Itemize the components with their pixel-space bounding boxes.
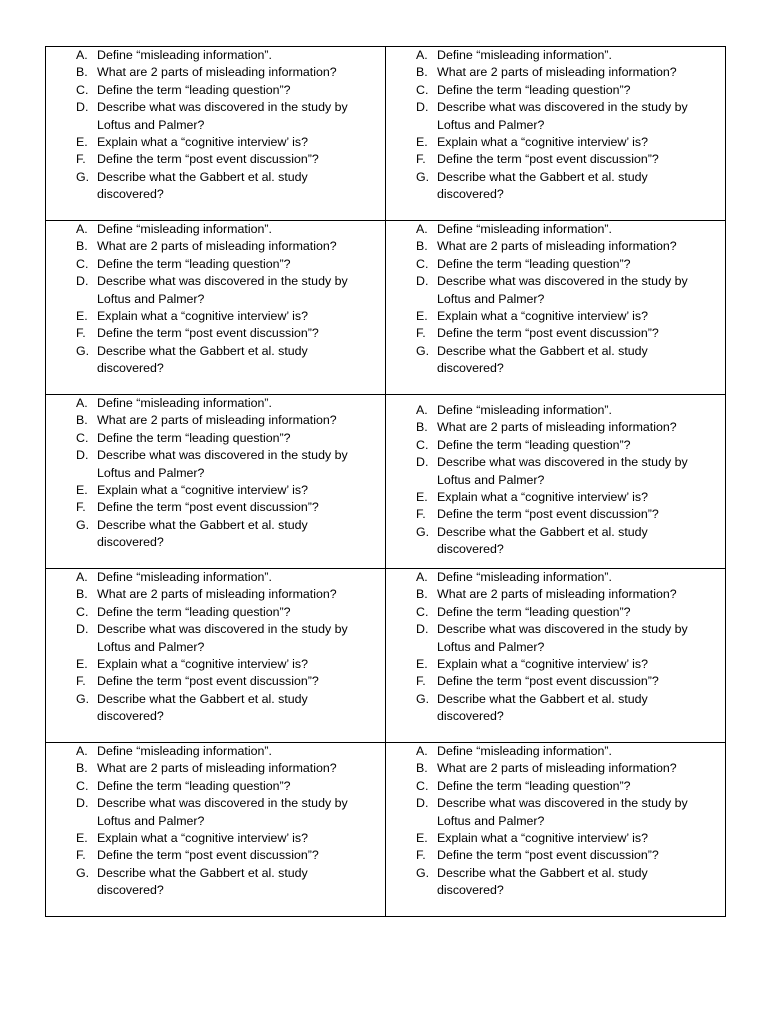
question-letter: E. — [416, 831, 428, 846]
question-text: Define the term “post event discussion”? — [437, 326, 659, 341]
question-card — [46, 743, 386, 917]
question-card — [386, 47, 726, 221]
question-letter: C. — [76, 256, 89, 271]
question-text: Define the term “post event discussion”? — [437, 507, 659, 522]
question-card-grid-body — [46, 47, 726, 917]
question-text: Define “misleading information”. — [437, 403, 612, 417]
question-item — [76, 412, 377, 429]
question-letter: F. — [416, 152, 426, 167]
question-item — [76, 691, 377, 726]
question-item — [416, 273, 717, 308]
question-item — [76, 499, 377, 516]
question-text: Explain what a “cognitive interview’ is? — [97, 483, 308, 498]
question-item — [76, 569, 377, 586]
question-letter: A. — [76, 48, 88, 62]
question-item — [76, 308, 377, 325]
question-text: Explain what a “cognitive interview’ is? — [437, 657, 648, 672]
question-item — [416, 238, 717, 255]
question-item — [416, 256, 717, 273]
question-text: Describe what was discovered in the study by Loftus and Palmer? — [97, 448, 348, 480]
question-letter: E. — [416, 309, 428, 324]
question-letter: D. — [76, 622, 89, 637]
question-text: Define the term “leading question”? — [97, 256, 291, 271]
question-text: What are 2 parts of misleading information? — [437, 761, 677, 776]
question-card-body — [46, 569, 385, 726]
question-letter: C. — [416, 604, 429, 619]
question-item — [76, 99, 377, 134]
question-item — [416, 524, 717, 559]
question-letter: B. — [76, 761, 88, 776]
question-text: Define “misleading information”. — [437, 744, 612, 758]
question-text: Define the term “post event discussion”? — [97, 848, 319, 863]
question-letter: D. — [416, 622, 429, 637]
question-text: Describe what was discovered in the study by Loftus and Palmer? — [437, 100, 688, 132]
question-text: Define the term “post event discussion”? — [97, 500, 319, 515]
question-text: What are 2 parts of misleading information? — [437, 587, 677, 602]
question-item — [76, 795, 377, 830]
question-text: Define the term “leading question”? — [97, 778, 291, 793]
question-item — [416, 847, 717, 864]
question-letter: G. — [76, 517, 90, 532]
question-letter: E. — [416, 657, 428, 672]
question-item — [76, 447, 377, 482]
question-list — [386, 569, 725, 726]
question-item — [76, 778, 377, 795]
question-text: Describe what was discovered in the study by Loftus and Palmer? — [97, 274, 348, 306]
question-item — [76, 621, 377, 656]
question-letter: A. — [76, 570, 88, 584]
question-letter: A. — [76, 744, 88, 758]
question-letter: G. — [416, 865, 430, 880]
question-item — [416, 621, 717, 656]
question-text: Define the term “post event discussion”? — [97, 326, 319, 341]
card-row — [46, 743, 726, 917]
question-text: Explain what a “cognitive interview’ is? — [97, 135, 308, 150]
question-text: What are 2 parts of misleading information? — [437, 420, 677, 435]
question-text: Define the term “post event discussion”? — [437, 674, 659, 689]
question-text: What are 2 parts of misleading information? — [97, 761, 337, 776]
question-item — [416, 830, 717, 847]
question-item — [416, 673, 717, 690]
question-letter: C. — [416, 256, 429, 271]
question-letter: C. — [416, 82, 429, 97]
question-card-body — [386, 221, 725, 378]
question-item — [76, 865, 377, 900]
question-letter: E. — [76, 657, 88, 672]
question-text: Define the term “leading question”? — [437, 778, 631, 793]
question-item — [76, 830, 377, 847]
question-letter: C. — [416, 437, 429, 452]
question-letter: D. — [416, 455, 429, 470]
question-text: What are 2 parts of misleading information? — [97, 65, 337, 80]
question-letter: G. — [416, 691, 430, 706]
question-item — [76, 273, 377, 308]
question-text: Describe what the Gabbert et al. study discovered? — [97, 343, 308, 376]
question-item — [416, 569, 717, 586]
question-item — [416, 743, 717, 760]
question-item — [76, 482, 377, 499]
question-text: Explain what a “cognitive interview’ is? — [437, 309, 648, 324]
question-letter: E. — [416, 135, 428, 150]
question-card-body — [46, 221, 385, 378]
question-text: Define the term “leading question”? — [437, 437, 631, 452]
question-item — [416, 151, 717, 168]
question-item — [416, 454, 717, 489]
question-text: Describe what was discovered in the study by Loftus and Palmer? — [97, 796, 348, 828]
question-text: Define the term “leading question”? — [97, 430, 291, 445]
question-text: Describe what was discovered in the study by Loftus and Palmer? — [97, 100, 348, 132]
question-list — [386, 221, 725, 378]
question-text: What are 2 parts of misleading information? — [97, 587, 337, 602]
question-text: What are 2 parts of misleading information? — [97, 239, 337, 254]
question-letter: B. — [416, 239, 428, 254]
question-letter: C. — [76, 430, 89, 445]
question-list — [386, 402, 725, 559]
question-letter: A. — [416, 403, 428, 417]
question-letter: A. — [416, 744, 428, 758]
question-item — [416, 656, 717, 673]
question-text: Define the term “leading question”? — [437, 82, 631, 97]
question-text: Describe what the Gabbert et al. study discovered? — [437, 691, 648, 724]
question-card — [386, 569, 726, 743]
question-card — [46, 221, 386, 395]
question-card-body — [386, 47, 725, 204]
question-letter: G. — [76, 865, 90, 880]
question-text: Describe what was discovered in the study by Loftus and Palmer? — [437, 274, 688, 306]
question-card — [46, 569, 386, 743]
question-letter: D. — [76, 448, 89, 463]
question-letter: B. — [76, 239, 88, 254]
question-card-grid — [45, 46, 726, 917]
question-letter: F. — [416, 507, 426, 522]
question-item — [416, 343, 717, 378]
question-list — [386, 743, 725, 900]
question-text: Describe what the Gabbert et al. study discovered? — [437, 865, 648, 898]
question-letter: G. — [76, 169, 90, 184]
question-item — [416, 82, 717, 99]
question-list — [46, 395, 385, 552]
question-card — [46, 47, 386, 221]
question-letter: A. — [416, 570, 428, 584]
question-letter: F. — [416, 326, 426, 341]
question-item — [76, 151, 377, 168]
question-letter: B. — [416, 761, 428, 776]
question-item — [76, 343, 377, 378]
question-text: Define the term “leading question”? — [437, 256, 631, 271]
question-card-body — [386, 395, 725, 559]
card-row — [46, 221, 726, 395]
question-letter: B. — [76, 65, 88, 80]
question-list — [386, 47, 725, 204]
question-text: Describe what the Gabbert et al. study discovered? — [97, 517, 308, 550]
question-text: What are 2 parts of misleading information? — [437, 65, 677, 80]
question-letter: B. — [76, 587, 88, 602]
question-list — [46, 221, 385, 378]
question-item — [416, 99, 717, 134]
question-text: What are 2 parts of misleading information? — [437, 239, 677, 254]
question-text: Define the term “post event discussion”? — [437, 152, 659, 167]
question-text: Describe what the Gabbert et al. study discovered? — [97, 865, 308, 898]
question-letter: A. — [416, 222, 428, 236]
question-item — [76, 517, 377, 552]
question-text: Describe what was discovered in the study by Loftus and Palmer? — [437, 455, 688, 487]
question-letter: E. — [76, 831, 88, 846]
question-text: Define “misleading information”. — [97, 48, 272, 62]
question-letter: A. — [76, 222, 88, 236]
question-text: Define the term “post event discussion”? — [437, 848, 659, 863]
question-text: Describe what was discovered in the study by Loftus and Palmer? — [437, 622, 688, 654]
question-letter: B. — [416, 587, 428, 602]
question-item — [76, 743, 377, 760]
question-item — [76, 47, 377, 64]
question-letter: F. — [76, 674, 86, 689]
question-text: Define the term “leading question”? — [97, 82, 291, 97]
question-text: Describe what the Gabbert et al. study discovered? — [437, 524, 648, 557]
question-text: Define “misleading information”. — [97, 396, 272, 410]
question-text: Define the term “leading question”? — [437, 604, 631, 619]
question-letter: F. — [76, 500, 86, 515]
question-item — [76, 64, 377, 81]
question-item — [416, 865, 717, 900]
question-letter: D. — [76, 274, 89, 289]
question-text: Define “misleading information”. — [437, 48, 612, 62]
question-letter: D. — [76, 100, 89, 115]
question-text: Explain what a “cognitive interview’ is? — [437, 135, 648, 150]
question-text: Define “misleading information”. — [97, 570, 272, 584]
question-item — [76, 656, 377, 673]
question-item — [76, 256, 377, 273]
question-item — [416, 308, 717, 325]
question-card-body — [46, 395, 385, 552]
question-text: Describe what was discovered in the study by Loftus and Palmer? — [97, 622, 348, 654]
question-letter: G. — [416, 169, 430, 184]
question-letter: G. — [416, 524, 430, 539]
question-item — [416, 778, 717, 795]
question-item — [416, 419, 717, 436]
question-item — [76, 604, 377, 621]
question-list — [46, 47, 385, 204]
question-item — [416, 760, 717, 777]
question-item — [416, 402, 717, 419]
question-letter: B. — [416, 420, 428, 435]
question-item — [76, 82, 377, 99]
question-letter: F. — [76, 848, 86, 863]
question-letter: C. — [76, 604, 89, 619]
question-card — [386, 221, 726, 395]
question-item — [76, 134, 377, 151]
question-item — [76, 430, 377, 447]
question-letter: C. — [76, 778, 89, 793]
question-text: Define the term “post event discussion”? — [97, 674, 319, 689]
question-text: Explain what a “cognitive interview’ is? — [437, 831, 648, 846]
question-item — [76, 586, 377, 603]
question-list — [46, 743, 385, 900]
question-item — [76, 169, 377, 204]
question-letter: F. — [76, 326, 86, 341]
question-item — [416, 604, 717, 621]
question-letter: A. — [76, 396, 88, 410]
question-letter: G. — [76, 343, 90, 358]
question-letter: F. — [76, 152, 86, 167]
question-item — [416, 437, 717, 454]
question-text: Describe what the Gabbert et al. study discovered? — [97, 169, 308, 202]
question-letter: F. — [416, 848, 426, 863]
question-item — [416, 221, 717, 238]
question-item — [416, 691, 717, 726]
question-item — [416, 47, 717, 64]
question-card — [46, 395, 386, 569]
question-letter: B. — [76, 413, 88, 428]
question-card — [386, 395, 726, 569]
question-letter: E. — [76, 483, 88, 498]
question-text: Define “misleading information”. — [437, 570, 612, 584]
question-item — [416, 506, 717, 523]
question-letter: E. — [76, 309, 88, 324]
question-item — [416, 134, 717, 151]
question-text: Describe what the Gabbert et al. study discovered? — [97, 691, 308, 724]
question-letter: A. — [416, 48, 428, 62]
question-text: Define “misleading information”. — [97, 222, 272, 236]
question-item — [416, 325, 717, 342]
question-item — [76, 395, 377, 412]
question-text: Explain what a “cognitive interview’ is? — [97, 831, 308, 846]
question-item — [416, 64, 717, 81]
question-text: Explain what a “cognitive interview’ is? — [97, 309, 308, 324]
question-letter: E. — [76, 135, 88, 150]
question-text: What are 2 parts of misleading information? — [97, 413, 337, 428]
question-item — [76, 847, 377, 864]
question-letter: G. — [416, 343, 430, 358]
question-letter: G. — [76, 691, 90, 706]
question-card-body — [386, 569, 725, 726]
question-letter: D. — [76, 796, 89, 811]
question-card — [386, 743, 726, 917]
card-row — [46, 47, 726, 221]
card-row — [46, 395, 726, 569]
question-text: Describe what was discovered in the study by Loftus and Palmer? — [437, 796, 688, 828]
question-item — [416, 489, 717, 506]
question-item — [76, 673, 377, 690]
question-text: Describe what the Gabbert et al. study discovered? — [437, 169, 648, 202]
question-text: Explain what a “cognitive interview’ is? — [437, 490, 648, 505]
question-card-body — [386, 743, 725, 900]
question-letter: D. — [416, 796, 429, 811]
question-list — [46, 569, 385, 726]
question-letter: F. — [416, 674, 426, 689]
question-letter: D. — [416, 100, 429, 115]
question-letter: B. — [416, 65, 428, 80]
question-letter: D. — [416, 274, 429, 289]
question-text: Define the term “leading question”? — [97, 604, 291, 619]
question-text: Define “misleading information”. — [437, 222, 612, 236]
card-row — [46, 569, 726, 743]
question-item — [76, 238, 377, 255]
question-card-body — [46, 47, 385, 204]
question-item — [76, 221, 377, 238]
question-text: Define “misleading information”. — [97, 744, 272, 758]
question-item — [416, 169, 717, 204]
question-text: Describe what the Gabbert et al. study discovered? — [437, 343, 648, 376]
question-item — [416, 586, 717, 603]
question-text: Explain what a “cognitive interview’ is? — [97, 657, 308, 672]
question-card-body — [46, 743, 385, 900]
question-item — [76, 325, 377, 342]
question-item — [76, 760, 377, 777]
question-letter: C. — [76, 82, 89, 97]
question-letter: C. — [416, 778, 429, 793]
question-letter: E. — [416, 490, 428, 505]
question-item — [416, 795, 717, 830]
question-text: Define the term “post event discussion”? — [97, 152, 319, 167]
